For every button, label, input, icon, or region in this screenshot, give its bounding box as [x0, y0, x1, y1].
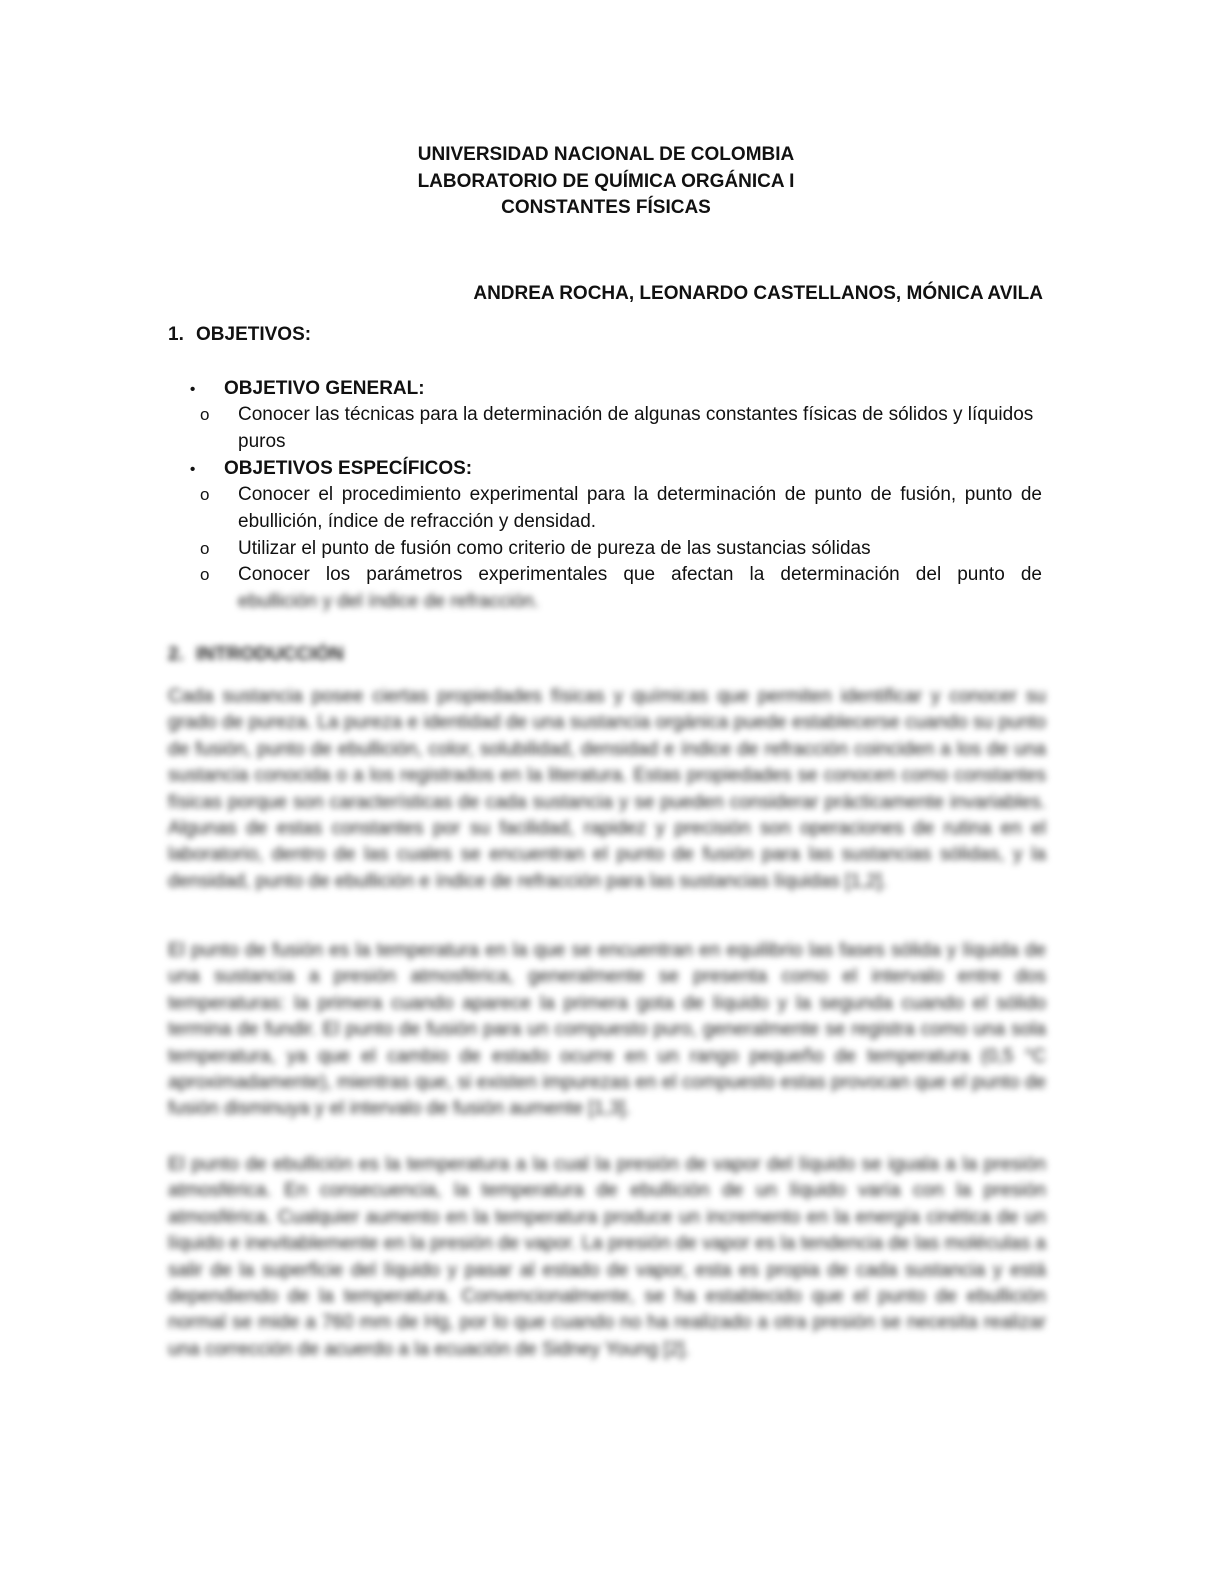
section-objetivos-heading: [168, 322, 311, 348]
objetivo-especifico-text-wrapper: [238, 562, 1042, 615]
objetivo-general-label: OBJETIVO GENERAL:: [224, 378, 425, 399]
sub-bullet-icon: o: [200, 485, 210, 504]
section-title: OBJETIVOS:: [196, 324, 312, 345]
sub-bullet-icon: o: [200, 405, 210, 424]
objetivos-especificos-label: OBJETIVOS ESPECÍFICOS:: [224, 458, 473, 479]
objetivo-general-heading: [190, 376, 425, 403]
objetivo-especifico-text: Utilizar el punto de fusión como criterio de pureza de las sustancias sólidas: [238, 538, 871, 559]
sub-bullet-icon: o: [200, 539, 210, 558]
section-number: 1.: [168, 324, 184, 345]
header-topic: CONSTANTES FÍSICAS: [501, 197, 711, 218]
header-university: UNIVERSIDAD NACIONAL DE COLOMBIA: [417, 144, 795, 165]
objetivo-general-text: Conocer las técnicas para la determinación de algunas constantes físicas de sólidos y líquidos puros: [238, 404, 1034, 452]
objetivo-especifico-item: [200, 562, 1042, 615]
intro-paragraph: Cada sustancia posee ciertas propiedades físicas y químicas que permiten identificar y conocer su grado de pureza. La pureza e identidad de una sustancia orgánica puede establecerse cuando su punto de fusión, punto de ebullición, color, solubilidad, densidad e índice de refracción coinciden a los de una sustancia conocida o a los registrados en la literatura. Estas propiedades se conocen como constantes físicas porque son características de cada sustancia y se pueden considerar prácticamente invariables. Algunas de estas constantes por su facilidad, rapidez y precisión son operaciones de rutina en el laboratorio, dentro de las cuales se encuentran el punto de fusión para las sustancias sólidas, y la densidad, punto de ebullición e índice de refracción para las sustancias líquidas [1,2].: [168, 686, 1046, 892]
bullet-icon: •: [190, 381, 196, 398]
objetivo-especifico-text: Conocer el procedimiento experimental para la determinación de punto de fusión, punto de ebullición, índice de refracción y densidad.: [238, 484, 1042, 532]
objetivo-especifico-item: [200, 536, 1042, 563]
objetivo-especifico-item: [200, 482, 1042, 535]
section-title: INTRODUCCIÓN: [196, 644, 344, 665]
header-laboratory: LABORATORIO DE QUÍMICA ORGÁNICA I: [417, 170, 795, 192]
objetivos-especificos-heading: [190, 456, 472, 483]
objetivo-general-item: [200, 402, 1042, 455]
sub-bullet-icon: o: [200, 565, 210, 584]
authors-line: ANDREA ROCHA, LEONARDO CASTELLANOS, MÓNICA AVILA: [473, 283, 1043, 304]
intro-paragraph: El punto de ebullición es la temperatura a la cual la presión de vapor del líquido se iguala a la presión atmosférica. En consecuencia, la temperatura de ebullición de un líquido varía con la presión atmosférica. Cualquier aumento en la temperatura produce un incremento en la energía cinética de un líquido e inevitablemente en la presión de vapor. La presión de vapor es la tendencia de las moléculas a salir de la superficie del líquido y pasar al estado de vapor, esta es propia de cada sustancia y está dependiendo de la temperatura. Convencionalmente, se ha establecido que el punto de ebullición normal se mide a 760 mm de Hg, por lo que cuando no ha realizado a otra presión se necesita realizar una corrección de acuerdo a la ecuación de Sidney Young [2].: [168, 1154, 1046, 1360]
objetivo-especifico-continuation: ebullición y del índice de refracción.: [238, 590, 540, 612]
document-header: [0, 142, 1212, 222]
objetivo-especifico-text: Conocer los parámetros experimentales que afectan la determinación del punto de: [238, 564, 1042, 585]
intro-paragraph: El punto de fusión es la temperatura en la que se encuentran en equilibrio las fases sólida y líquida de una sustancia a presión atmosférica, generalmente se presenta como el intervalo entre dos temperaturas: la primera cuando aparece la primera gota de líquido y la segunda cuando el sólido termina de fundir. El punto de fusión para un compuesto puro, generalmente se registra como una sola temperatura, ya que el cambio de estado ocurre en un rango pequeño de temperatura (0,5 °C aproximadamente), mientras que, si existen impurezas en el compuesto estas provocan que el punto de fusión disminuya y el intervalo de fusión aumente [1,3].: [168, 940, 1046, 1120]
bullet-icon: •: [190, 461, 196, 478]
section-number: 2.: [168, 644, 184, 665]
section-introduccion-heading: [168, 642, 344, 668]
